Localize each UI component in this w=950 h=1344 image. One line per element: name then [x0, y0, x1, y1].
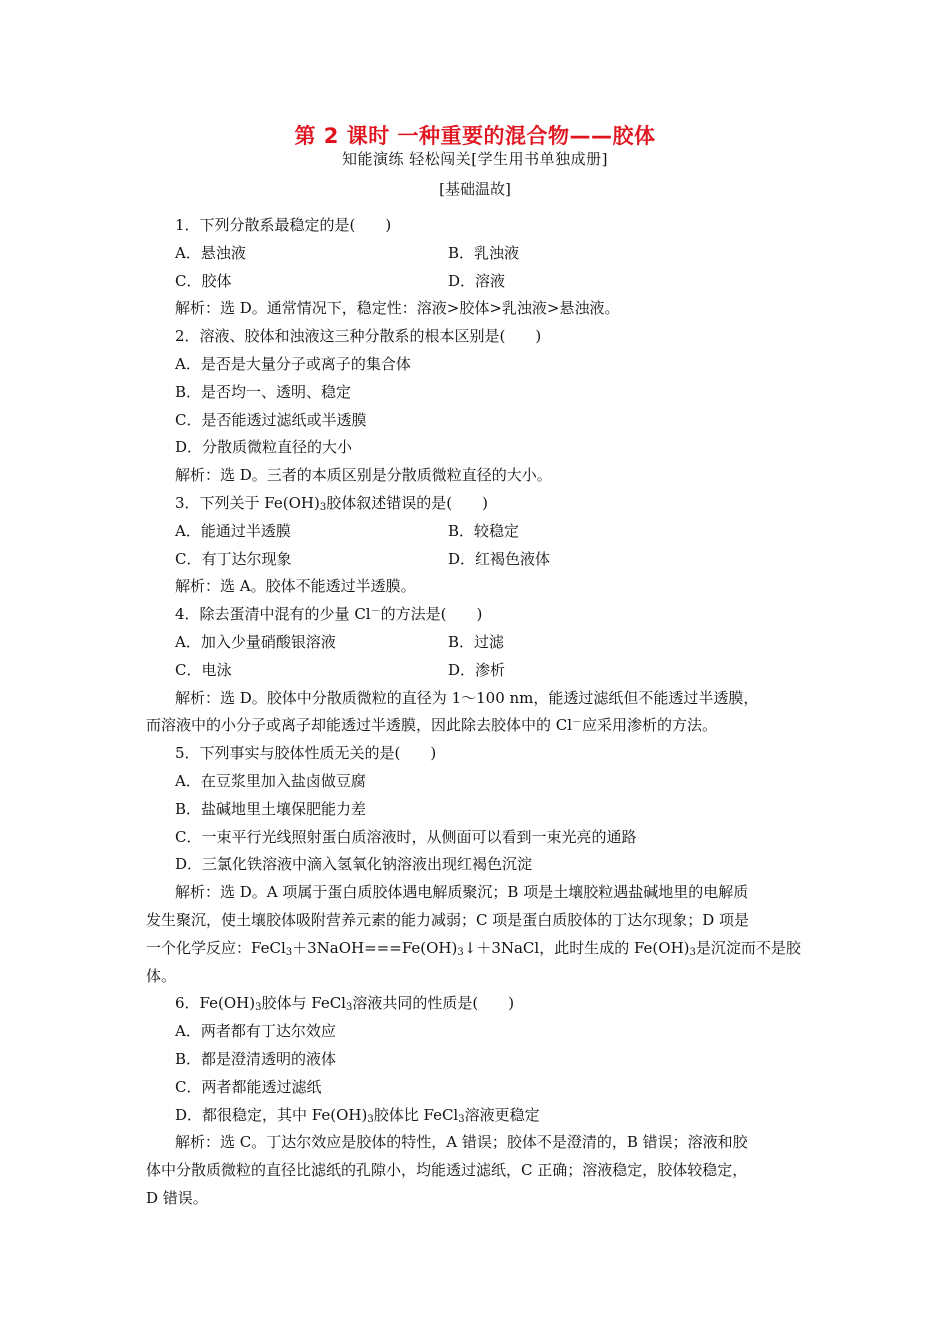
option: D．渗析 — [448, 660, 506, 679]
question-1-analysis: 解析：选 D。通常情况下，稳定性：溶液>胶体>乳浊液>悬浊液。 — [175, 299, 620, 318]
question-4-options-row-2 — [175, 657, 811, 685]
question-2-stem: 2．溶液、胶体和浊液这三种分散系的根本区别是( ) — [175, 327, 542, 346]
question-5-analysis-line-2: 发生聚沉，使土壤胶体吸附营养元素的能力减弱；C 项是蛋白质胶体的丁达尔现象；D 项是 — [146, 910, 750, 929]
option: B．都是澄清透明的液体 — [175, 1049, 337, 1068]
option: C．胶体 — [175, 271, 232, 290]
option: A．两者都有丁达尔效应 — [175, 1022, 336, 1041]
question-2-analysis: 解析：选 D。三者的本质区别是分散质微粒直径的大小。 — [175, 466, 552, 485]
question-3-analysis: 解析：选 A。胶体不能透过半透膜。 — [175, 577, 416, 596]
question-1-options-row-1 — [175, 240, 811, 268]
question-4-stem: 4．除去蛋清中混有的少量 Cl－的方法是( ) — [175, 605, 483, 624]
option: D．三氯化铁溶液中滴入氢氧化钠溶液出现红褐色沉淀 — [175, 855, 533, 874]
question-5-stem: 5．下列事实与胶体性质无关的是( ) — [175, 744, 437, 763]
question-list — [146, 212, 811, 1213]
option: A．悬浊液 — [175, 243, 246, 262]
option: B．是否均一、透明、稳定 — [175, 382, 352, 401]
question-5-analysis-line-1: 解析：选 D。A 项属于蛋白质胶体遇电解质聚沉；B 项是土壤胶粒遇盐碱地里的电解质 — [175, 883, 749, 902]
question-6-analysis-line-2: 体中分散质微粒的直径比滤纸的孔隙小，均能透过滤纸，C 正确；溶液稳定，胶体较稳定， — [146, 1161, 748, 1180]
question-3-stem: 3．下列关于 $Fe(OH)_3$胶体叙述错误的是( ) — [175, 493, 488, 513]
question-6-stem: 6．$Fe(OH)_3$胶体与 FeCl$_3$溶液共同的性质是( ) — [175, 994, 515, 1014]
option: B．较稳定 — [448, 521, 520, 540]
question-6-analysis-line-1: 解析：选 C。丁达尔效应是胶体的特性，A 错误；胶体不是澄清的，B 错误；溶液和胶 — [175, 1133, 748, 1152]
question-4-options-row-1 — [175, 629, 811, 657]
question-4-analysis-line-2: 而溶液中的小分子或离子却能透过半透膜，因此除去胶体中的 Cl－应采用渗析的方法。 — [146, 716, 718, 735]
lesson-subtitle: 知能演练 轻松闯关[学生用书单独成册] — [342, 150, 608, 168]
question-5-analysis-line-4: 体。 — [146, 966, 177, 985]
option: C．一束平行光线照射蛋白质溶液时，从侧面可以看到一束光亮的通路 — [175, 827, 637, 846]
section-heading: [基础温故] — [439, 180, 511, 198]
option: A．能通过半透膜 — [175, 521, 291, 540]
question-4-analysis-line-1: 解析：选 D。胶体中分散质微粒的直径为 1～100 nm，能透过滤纸但不能透过半透膜， — [175, 688, 759, 707]
option: D．分散质微粒直径的大小 — [175, 438, 353, 457]
option: A．是否是大量分子或离子的集合体 — [175, 354, 411, 373]
option: B．乳浊液 — [448, 243, 520, 262]
question-5-analysis-line-3: 一个化学反应：$FeCl_3+3NaOH===Fe(OH)_3↓+3NaCl$，此时生成的 $Fe(OH)_3$是沉淀而不是胶 — [146, 938, 801, 958]
question-1-stem: 1．下列分散系最稳定的是( ) — [175, 216, 392, 234]
option: A．加入少量硝酸银溶液 — [175, 632, 336, 651]
question-3-options-row-2 — [175, 546, 811, 574]
option: D．溶液 — [448, 271, 506, 290]
question-3-options-row-1 — [175, 518, 811, 546]
option: B．盐碱地里土壤保肥能力差 — [175, 799, 367, 818]
option: D．红褐色液体 — [448, 549, 551, 568]
option: C．有丁达尔现象 — [175, 549, 292, 568]
option: C．两者都能透过滤纸 — [175, 1077, 322, 1096]
option: D．都很稳定，其中 $Fe(OH)_3$胶体比 FeCl$_3$溶液更稳定 — [175, 1105, 540, 1125]
option: A．在豆浆里加入盐卤做豆腐 — [175, 771, 366, 790]
question-6-analysis-line-3: D 错误。 — [146, 1188, 208, 1207]
lesson-title: 第 2 课时 一种重要的混合物——胶体 — [294, 124, 656, 148]
option: C．电泳 — [175, 660, 232, 679]
option: C．是否能透过滤纸或半透膜 — [175, 410, 367, 429]
option: B．过滤 — [448, 632, 505, 651]
question-1-options-row-2 — [175, 268, 811, 296]
